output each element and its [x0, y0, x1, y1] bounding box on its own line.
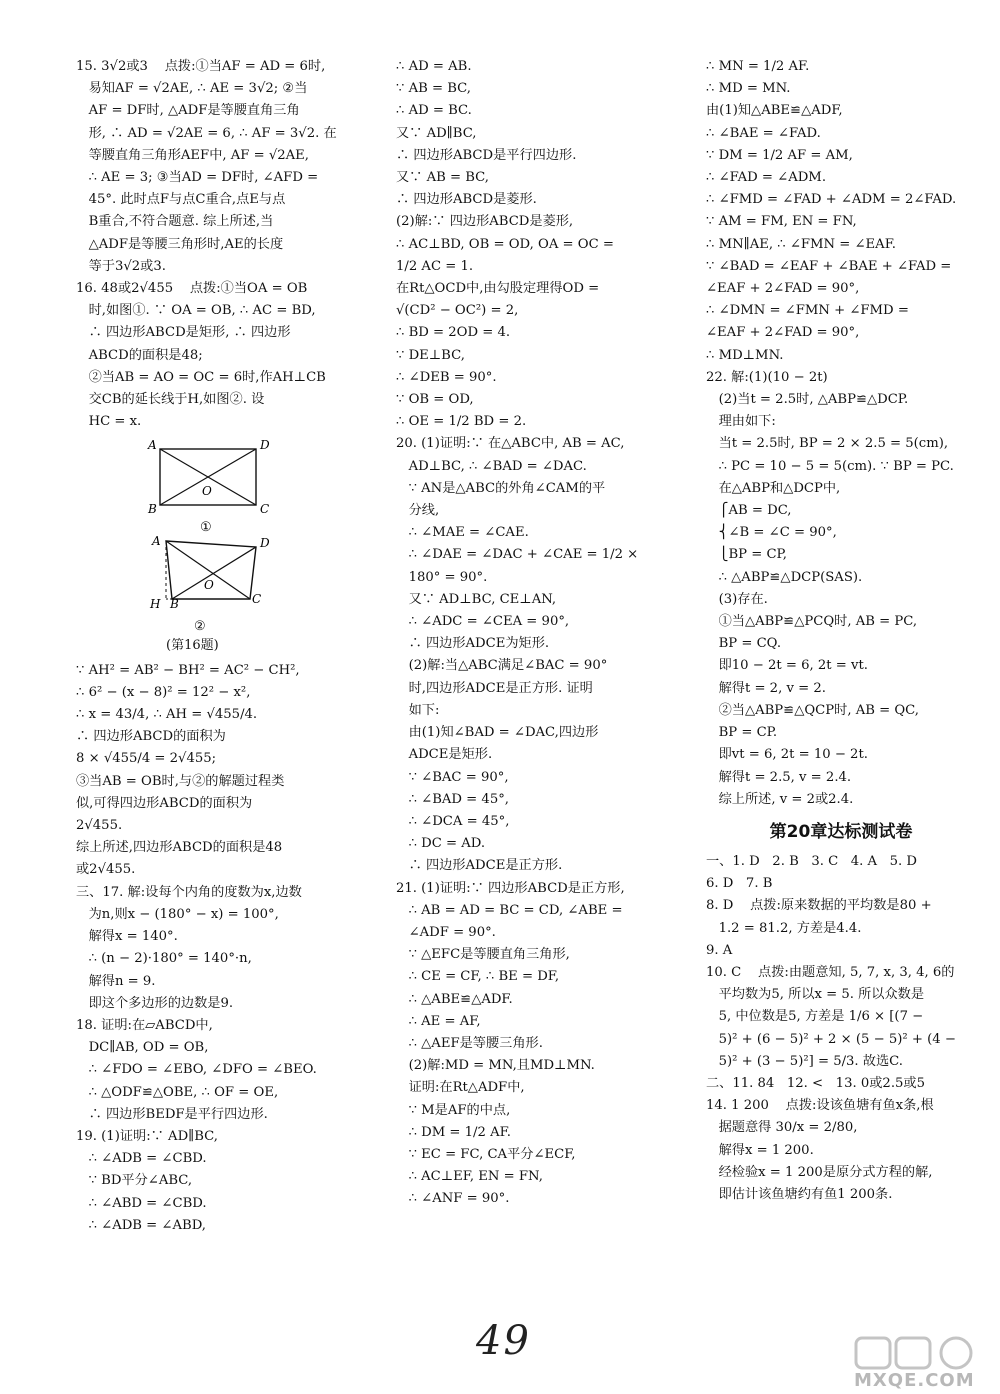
text-line: ∴ MD⊥MN.	[706, 347, 784, 363]
section-heading: 第20章达标测试卷	[769, 821, 913, 842]
text-line: ∴ △ABE≌△ADF.	[396, 991, 513, 1007]
fig1-label-B: B	[148, 502, 157, 517]
fig1-label-C: C	[260, 502, 270, 517]
text-line: 解得x = 1 200.	[706, 1142, 814, 1158]
text-line: 易知AF = √2AE, ∴ AE = 3√2; ②当	[76, 81, 308, 97]
fig1-label-A: A	[148, 439, 157, 453]
text-line: ADCE是矩形.	[396, 747, 493, 763]
text-line: ∴ MD = MN.	[706, 81, 791, 97]
text-line: ∠ADF = 90°.	[396, 924, 496, 940]
text-line: ∴ 四边形ADCE是正方形.	[396, 858, 563, 874]
text-line: ∵ M是AF的中点,	[396, 1102, 511, 1118]
text-line: ∵ DE⊥BC,	[396, 347, 465, 363]
fig2-label-O: O	[204, 578, 214, 593]
text-line: 在Rt△OCD中,由勾股定理得OD =	[396, 281, 600, 297]
text-line: 如下:	[396, 702, 440, 718]
text-line: 即10 − 2t = 6, 2t = vt.	[706, 658, 868, 674]
text-line: 又∵ AD⊥BC, CE⊥AN,	[396, 591, 557, 607]
text-line: 当t = 2.5时, BP = 2 × 2.5 = 5(cm),	[706, 436, 949, 452]
text-line: 10. C 点拨:由题意知, 5, 7, x, 3, 4, 6的	[706, 964, 955, 980]
text-line: 8. D 点拨:原来数据的平均数是80 +	[706, 898, 932, 914]
text-block-left-bottom	[76, 660, 366, 1237]
text-line: ∵ AM = FM, EN = FN,	[706, 214, 857, 230]
text-line: ∴ MN = 1/2 AF.	[706, 59, 810, 74]
text-line: AF = DF时, △ADF是等腰直角三角	[76, 103, 300, 119]
text-line: ∴ △AEF是等腰三角形.	[396, 1035, 543, 1051]
text-line: ∵ ∠BAC = 90°,	[396, 769, 509, 785]
fig1-label-O: O	[202, 484, 212, 499]
text-line: 19. (1)证明:∵ AD∥BC,	[76, 1128, 218, 1144]
text-line: ∴ MN∥AE, ∴ ∠FMN = ∠EAF.	[706, 236, 896, 252]
text-line: 又∵ AD∥BC,	[396, 125, 477, 141]
text-line: 时,如图①. ∵ OA = OB, ∴ AC = BD,	[76, 303, 316, 319]
fig2-number: ②	[194, 618, 206, 634]
text-line: 1/2 AC = 1.	[396, 258, 474, 274]
fig2-label-B: B	[170, 597, 179, 610]
text-line: 平均数为5, 所以x = 5. 所以众数是	[706, 987, 925, 1003]
text-line: ∴ AE = 3; ③当AD = DF时, ∠AFD =	[76, 170, 319, 186]
text-line: ∴ ∠FDO = ∠EBO, ∠DFO = ∠BEO.	[76, 1062, 317, 1078]
text-line: ⎩BP = CP,	[706, 547, 787, 563]
watermark-text: MXQE.COM	[854, 1370, 975, 1391]
text-line: ∴ ∠DMN = ∠FMN + ∠FMD =	[706, 303, 909, 319]
text-line: 三、17. 解:设每个内角的度数为x,边数	[76, 884, 302, 900]
fig1-label-D: D	[260, 439, 270, 453]
figure-caption: (第16题)	[166, 637, 219, 653]
text-line: ∴ 四边形ABCD是矩形, ∴ 四边形	[76, 325, 291, 341]
text-line: ∴ ∠BAD = 45°,	[396, 791, 509, 807]
text-line: 为n,则x − (180° − x) = 100°,	[76, 906, 279, 922]
text-line: 解得t = 2, v = 2.	[706, 680, 826, 696]
fig2-label-A: A	[152, 534, 161, 549]
text-line: 15. 3√2或3 点拨:①当AF = AD = 6时,	[76, 59, 326, 74]
text-block-middle	[396, 56, 676, 1211]
text-line: ∴ DM = 1/2 AF.	[396, 1124, 511, 1140]
text-line: ∴ 四边形ABCD的面积为	[76, 729, 226, 745]
text-line: 时,四边形ADCE是正方形. 证明	[396, 680, 593, 696]
text-line: ABCD的面积是48;	[76, 347, 203, 363]
text-line: ③当AB = OB时,与②的解题过程类	[76, 773, 285, 789]
text-line: 45°. 此时点F与点C重合,点E与点	[76, 192, 286, 208]
geometry-figures-svg	[146, 439, 286, 609]
text-line: B重合,不符合题意. 综上所述,当	[76, 214, 274, 230]
text-line: ∴ OE = 1/2 BD = 2.	[396, 414, 527, 430]
text-line: 22. 解:(1)(10 − 2t)	[706, 369, 828, 385]
text-line: ∴ DC = AD.	[396, 836, 486, 852]
column-middle	[396, 56, 676, 1211]
text-line: ∴ 四边形ABCD是菱形.	[396, 192, 537, 208]
text-line: 交CB的延长线于H,如图②. 设	[76, 392, 265, 408]
text-line: (2)解:∵ 四边形ABCD是菱形,	[396, 214, 574, 230]
text-line: ∠EAF + 2∠FAD = 90°,	[706, 325, 860, 341]
text-line: ∴ ∠BAE = ∠FAD.	[706, 125, 821, 141]
text-line: 21. (1)证明:∵ 四边形ABCD是正方形,	[396, 880, 625, 896]
text-line: ∵ BD平分∠ABC,	[76, 1173, 193, 1189]
text-line: 6. D 7. B	[706, 876, 773, 892]
text-line: ∴ AC⊥EF, EN = FN,	[396, 1169, 543, 1185]
text-line: 即vt = 6, 2t = 10 − 2t.	[706, 747, 868, 763]
text-line: ∴ (n − 2)·180° = 140°·n,	[76, 951, 252, 967]
figure-rectangle	[147, 439, 270, 535]
text-line: 即估计该鱼塘约有鱼1 200条.	[706, 1186, 893, 1202]
text-line: 形, ∴ AD = √2AE = 6, ∴ AF = 3√2. 在	[76, 125, 337, 141]
text-line: 经检验x = 1 200是原分式方程的解,	[706, 1164, 933, 1180]
text-line: ②当AB = AO = OC = 6时,作AH⊥CB	[76, 369, 326, 385]
text-line: ∴ ∠ADB = ∠ABD,	[76, 1217, 206, 1233]
text-line: BP = CP.	[706, 725, 778, 741]
text-line: ∴ ∠MAE = ∠CAE.	[396, 525, 529, 541]
text-line: 似,可得四边形ABCD的面积为	[76, 795, 253, 811]
text-line: 证明:在Rt△ADF中,	[396, 1080, 525, 1096]
text-line: 16. 48或2√455 点拨:①当OA = OB	[76, 281, 308, 297]
text-line: 分线,	[396, 503, 440, 519]
text-line: (2)当t = 2.5时, △ABP≌△DCP.	[706, 392, 909, 408]
text-line: 1.2 = 81.2, 方差是4.4.	[706, 920, 862, 936]
text-line: HC = x.	[76, 414, 142, 430]
text-line: ∵ ∠BAD = ∠EAF + ∠BAE + ∠FAD =	[706, 258, 952, 274]
fig2-label-D: D	[260, 536, 270, 551]
text-line: (2)解:MD = MN,且MD⊥MN.	[396, 1058, 595, 1074]
text-line: 二、11. 84 12. < 13. 0或2.5或5	[706, 1075, 925, 1091]
text-line: 解得x = 140°.	[76, 929, 178, 945]
text-line: ∴ ∠DEB = 90°.	[396, 369, 497, 385]
text-block-right-top	[706, 56, 976, 811]
text-line: DC∥AB, OD = OB,	[76, 1040, 209, 1056]
text-line: ②当△ABP≌△QCP时, AB = QC,	[706, 702, 919, 718]
text-line: ∴ △ODF≌△OBE, ∴ OF = OE,	[76, 1084, 279, 1100]
text-line: ∴ ∠FAD = ∠ADM.	[706, 170, 827, 186]
page-number: 49	[476, 1318, 531, 1364]
text-line: ∴ 6² − (x − 8)² = 12² − x²,	[76, 684, 251, 700]
text-line: 5)² + (6 − 5)² + 2 × (5 − 5)² + (4 −	[706, 1031, 956, 1047]
text-block-right-bottom	[706, 851, 976, 1206]
text-line: 由(1)知∠BAD = ∠DAC,四边形	[396, 725, 599, 741]
text-line: ∵ AN是△ABC的外角∠CAM的平	[396, 480, 606, 496]
text-line: 等腰直角三角形AEF中, AF = √2AE,	[76, 147, 310, 163]
text-line: ∴ AD = BC.	[396, 103, 472, 119]
text-line: 又∵ AB = BC,	[396, 170, 489, 186]
text-line: 等于3√2或3.	[76, 258, 166, 274]
text-line: 即这个多边形的边数是9.	[76, 995, 234, 1011]
text-line: 解得t = 2.5, v = 2.4.	[706, 769, 852, 785]
text-line: 理由如下:	[706, 414, 776, 430]
text-line: 8 × √455/4 = 2√455;	[76, 751, 217, 767]
text-line: 解得n = 9.	[76, 973, 156, 989]
text-line: ∴ ∠FMD = ∠FAD + ∠ADM = 2∠FAD.	[706, 192, 957, 208]
text-line: 18. 证明:在▱ABCD中,	[76, 1017, 213, 1033]
fig2-label-H: H	[150, 597, 161, 610]
text-line: ∴ BD = 2OD = 4.	[396, 325, 511, 341]
text-line: 14. 1 200 点拨:设该鱼塘有鱼x条,根	[706, 1098, 934, 1114]
text-line: ∴ ∠ADB = ∠CBD.	[76, 1151, 207, 1167]
text-line: 一、1. D 2. B 3. C 4. A 5. D	[706, 853, 917, 869]
text-line: ∵ OB = OD,	[396, 392, 474, 408]
text-line: ⎧AB = DC,	[706, 503, 792, 519]
text-line: ∵ AH² = AB² − BH² = AC² − CH²,	[76, 662, 300, 678]
text-line: ∵ △EFC是等腰直角三角形,	[396, 947, 570, 963]
text-block-left-top	[76, 56, 366, 433]
text-line: △ADF是等腰三角形时,AE的长度	[76, 236, 284, 252]
text-line: √(CD² − OC²) = 2,	[396, 303, 519, 319]
text-line: ①当△ABP≌△PCQ时, AB = PC,	[706, 614, 918, 630]
text-line: 综上所述, v = 2或2.4.	[706, 791, 854, 807]
text-line: ∴ AC⊥BD, OB = OD, OA = OC =	[396, 236, 614, 252]
text-line: AD⊥BC, ∴ ∠BAD = ∠DAC.	[396, 458, 587, 474]
text-line: ∴ ∠ADC = ∠CEA = 90°,	[396, 614, 570, 630]
text-line: ∴ x = 43/4, ∴ AH = √455/4.	[76, 707, 258, 723]
text-line: ∵ AB = BC,	[396, 81, 471, 97]
text-line: ∵ DM = 1/2 AF = AM,	[706, 147, 853, 163]
text-line: ∴ CE = CF, ∴ BE = DF,	[396, 969, 560, 985]
text-line: ∴ ∠DAE = ∠DAC + ∠CAE = 1/2 ×	[396, 547, 639, 563]
text-line: (3)存在.	[706, 591, 768, 607]
text-line: 由(1)知△ABE≌△ADF,	[706, 103, 843, 119]
fig2-label-C: C	[252, 592, 262, 607]
text-line: ∴ PC = 10 − 5 = 5(cm). ∵ BP = PC.	[706, 458, 954, 474]
text-line: ∴ AD = AB.	[396, 59, 472, 74]
text-line: ⎨∠B = ∠C = 90°,	[706, 525, 837, 541]
text-line: 20. (1)证明:∵ 在△ABC中, AB = AC,	[396, 436, 625, 452]
text-line: 9. A	[706, 942, 733, 958]
text-line: ∴ ∠DCA = 45°,	[396, 813, 510, 829]
text-line: BP = CQ.	[706, 636, 782, 652]
text-line: ∴ ∠ANF = 90°.	[396, 1191, 510, 1207]
fig1-number: ①	[200, 520, 212, 536]
text-line: 5)² + (3 − 5)²] = 5/3. 故选C.	[706, 1053, 903, 1069]
figure-16	[146, 439, 366, 655]
text-line: ∴ 四边形ABCD是平行四边形.	[396, 147, 577, 163]
column-right	[706, 56, 976, 1206]
column-left	[76, 56, 366, 1237]
text-line: 据题意得 30/x = 2/80,	[706, 1120, 858, 1136]
text-line: ∴ AB = AD = BC = CD, ∠ABE =	[396, 902, 623, 918]
text-line: 或2√455.	[76, 862, 136, 878]
text-line: ∴ ∠ABD = ∠CBD.	[76, 1195, 207, 1211]
text-line: ∴ △ABP≌△DCP(SAS).	[706, 569, 863, 585]
text-line: ∴ 四边形BEDF是平行四边形.	[76, 1106, 268, 1122]
text-line: (2)解:当△ABC满足∠BAC = 90°	[396, 658, 608, 674]
text-line: ∴ AE = AF,	[396, 1013, 481, 1029]
text-line: 在△ABP和△DCP中,	[706, 480, 841, 496]
text-line: 综上所述,四边形ABCD的面积是48	[76, 840, 283, 856]
figure-parallelogram	[149, 534, 270, 609]
text-line: ∴ 四边形ADCE为矩形.	[396, 636, 550, 652]
text-line: 2√455.	[76, 818, 123, 834]
text-line: 180° = 90°.	[396, 569, 488, 585]
text-line: ∠EAF + 2∠FAD = 90°,	[706, 281, 860, 297]
text-line: 5, 中位数是5, 方差是 1/6 × [(7 −	[706, 1009, 924, 1025]
text-line: ∵ EC = FC, CA平分∠ECF,	[396, 1146, 576, 1162]
